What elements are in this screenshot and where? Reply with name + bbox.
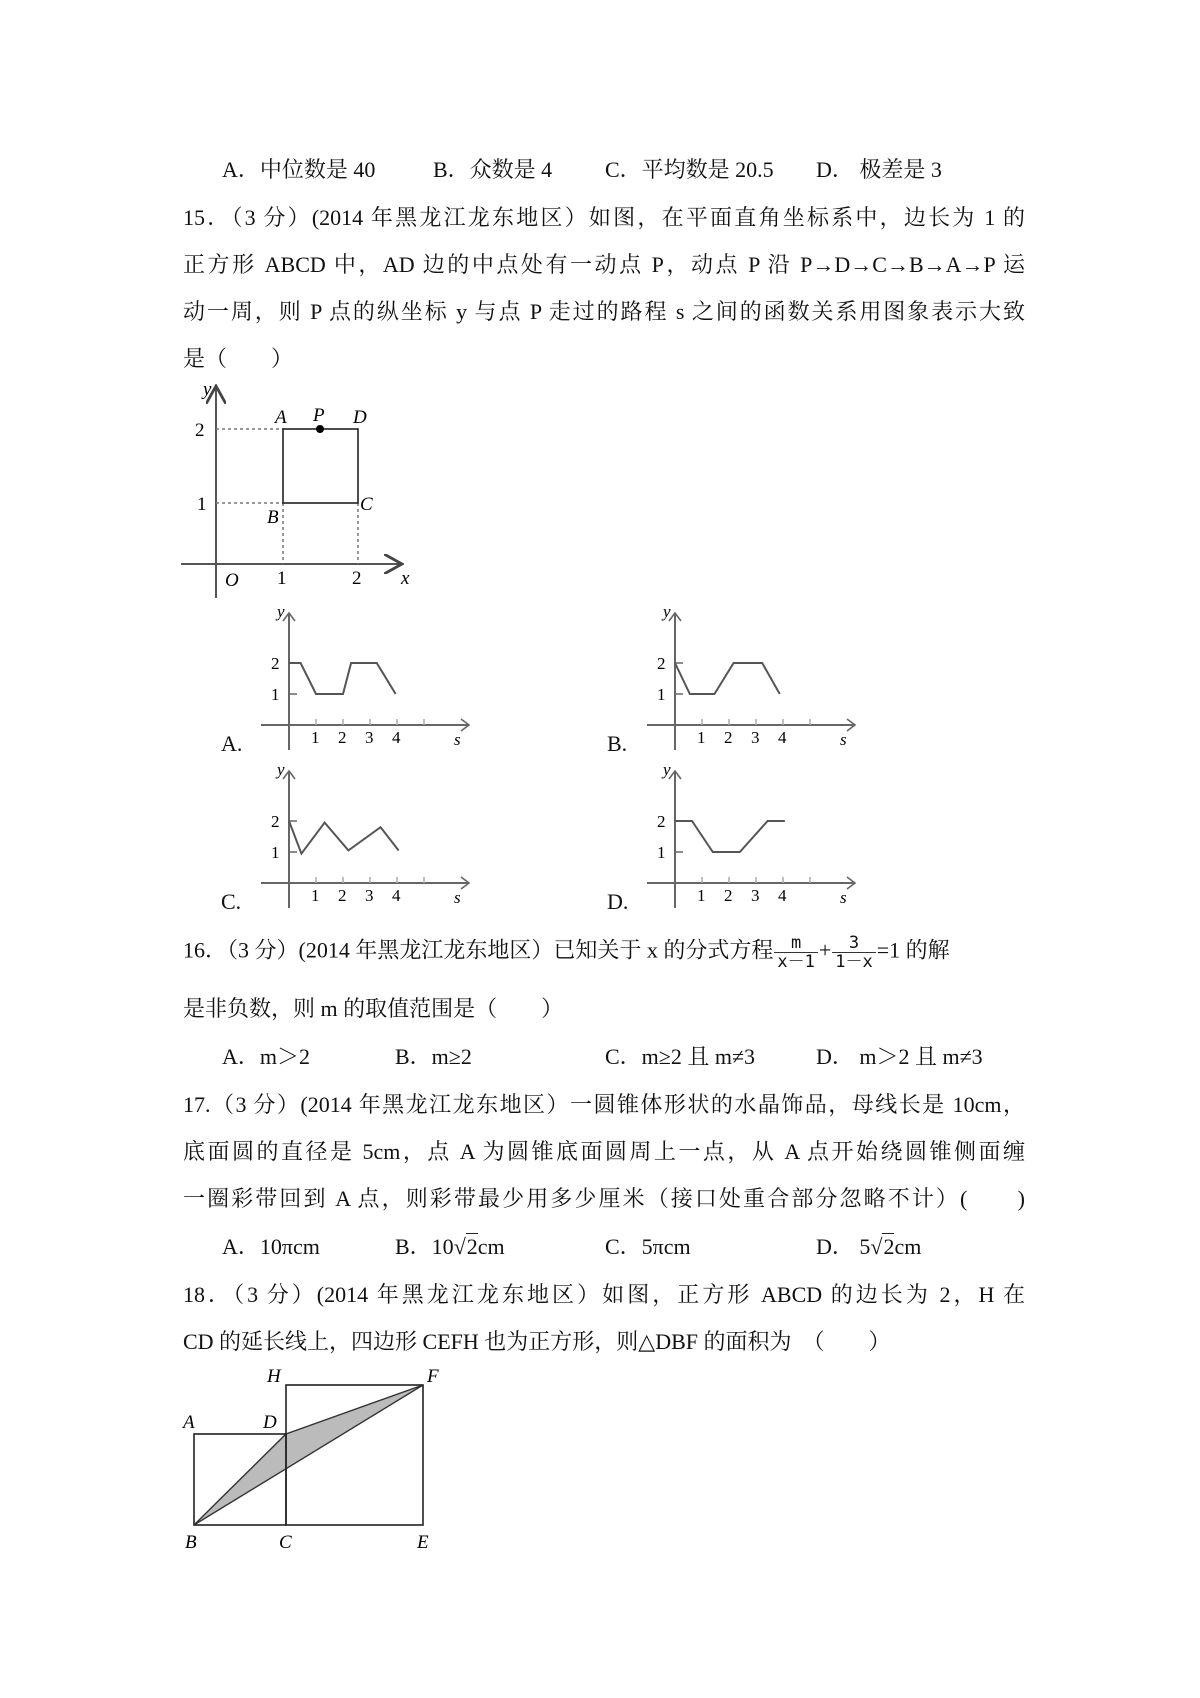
x-tick-label: 3	[751, 728, 760, 747]
y-tick-label: 1	[657, 843, 666, 862]
q14-option-c: C．平均数是 20.5	[605, 157, 774, 182]
label-o: O	[225, 570, 239, 591]
y-axis-label: y	[663, 763, 671, 779]
x-tick-label: 2	[724, 728, 733, 747]
s-axis-label: s	[840, 730, 847, 749]
plus-sign: +	[818, 937, 832, 963]
point-p	[316, 425, 324, 433]
q17-option-b	[395, 1233, 505, 1261]
x-tick-label: 2	[724, 886, 733, 905]
tick-y-1: 1	[197, 494, 207, 515]
q16-option-a: A．m＞2	[222, 1044, 311, 1069]
y-tick-label: 2	[271, 812, 280, 831]
q14-option-d: D． 极差是 3	[816, 157, 942, 182]
q15-line-4: 是（ ）	[183, 346, 294, 371]
frac1-denominator: x－1	[777, 952, 815, 972]
fraction-3-over-1-minus-x	[832, 934, 875, 971]
q17-line-1: 17.（3 分）(2014 年黑龙江龙东地区）一圆锥体形状的水晶饰品，母线长是 10cm，	[183, 1092, 1025, 1117]
function-curve	[289, 821, 399, 854]
q17-option-a: A．10πcm	[222, 1234, 320, 1259]
s-axis-label: s	[454, 888, 461, 907]
q15-line-3: 动一周，则 P 点的纵坐标 y 与点 P 走过的路程 s 之间的函数关系用图象表示大致	[183, 299, 1025, 324]
function-curve	[675, 821, 785, 852]
s-axis-label: s	[840, 888, 847, 907]
q16-line-1-text: 16．（3 分）(2014 年黑龙江龙东地区）已知关于 x 的分式方程	[183, 937, 774, 963]
guide-lines	[216, 429, 358, 564]
x-tick-label: 1	[311, 886, 320, 905]
q17-option-d-prefix: D． 5	[816, 1234, 871, 1259]
label-e: E	[417, 1532, 429, 1553]
q14-option-a: A．中位数是 40	[222, 157, 376, 182]
label-c: C	[360, 494, 373, 515]
square-abcd	[283, 429, 358, 503]
label-a: A	[183, 1412, 195, 1433]
x-tick-label: 3	[365, 728, 374, 747]
tick-x-1: 1	[277, 568, 287, 589]
y-tick-label: 2	[271, 654, 280, 673]
function-curve	[675, 663, 780, 694]
label-h: H	[267, 1366, 281, 1387]
label-b: B	[267, 507, 279, 528]
q16-line-2: 是非负数，则 m 的取值范围是（ ）	[183, 996, 564, 1021]
triangle-dbf	[194, 1385, 423, 1525]
q17-option-b-unit: cm	[477, 1234, 505, 1259]
q15-option-c-letter: C.	[221, 889, 242, 914]
q15-square-figure	[175, 380, 435, 605]
label-y: y	[203, 380, 212, 400]
q18-line-1: 18．（3 分）(2014 年黑龙江龙东地区）如图，正方形 ABCD 的边长为 2，H 在	[183, 1282, 1025, 1307]
tick-y-2: 2	[195, 420, 205, 441]
x-tick-label: 1	[697, 728, 706, 747]
q15-line-1: 15．（3 分）(2014 年黑龙江龙东地区）如图，在平面直角坐标系中，边长为 1 的	[183, 205, 1025, 230]
q14-option-b: B．众数是 4	[433, 157, 553, 182]
frac2-denominator: 1－x	[835, 952, 873, 972]
x-tick-label: 4	[392, 886, 401, 905]
function-curve	[289, 663, 396, 694]
q18-line-2: CD 的延长线上，四边形 CEFH 也为正方形，则△DBF 的面积为 （ ）	[183, 1329, 891, 1354]
q15-option-d-graph	[647, 763, 887, 923]
tick-x-2: 2	[352, 568, 362, 589]
y-tick-label: 1	[271, 685, 280, 704]
x-tick-label: 4	[778, 886, 787, 905]
q15-option-d-letter: D.	[607, 889, 629, 914]
y-tick-label: 1	[271, 843, 280, 862]
y-tick-label: 1	[657, 685, 666, 704]
label-f: F	[427, 1366, 439, 1387]
y-axis-label: y	[277, 763, 285, 779]
label-d: D	[263, 1412, 277, 1433]
label-c: C	[279, 1532, 292, 1553]
radicand: 2	[883, 1234, 895, 1259]
y-tick-label: 2	[657, 812, 666, 831]
x-tick-label: 2	[338, 886, 347, 905]
y-tick-label: 2	[657, 654, 666, 673]
label-d: D	[353, 407, 367, 428]
y-axis-label: y	[663, 605, 671, 621]
y-axis-label: y	[277, 605, 285, 621]
x-tick-label: 4	[392, 728, 401, 747]
fraction-m-over-x-minus-1	[774, 934, 817, 971]
q17-option-d-unit: cm	[894, 1234, 922, 1259]
q15-line-2: 正方形 ABCD 中，AD 边的中点处有一动点 P，动点 P 沿 P→D→C→B→A→P 运	[183, 252, 1025, 277]
x-tick-label: 1	[697, 886, 706, 905]
q16-option-c: C．m≥2 且 m≠3	[605, 1044, 756, 1069]
q15-option-a-letter: A.	[221, 731, 243, 756]
q15-option-c-graph	[261, 763, 501, 923]
x-tick-label: 2	[338, 728, 347, 747]
q15-option-b-graph	[647, 605, 887, 765]
sqrt-symbol: √2	[453, 1234, 478, 1259]
frac1-numerator: m	[774, 934, 817, 953]
q18-squares-figure	[175, 1365, 455, 1555]
label-a: A	[275, 407, 287, 428]
frac2-numerator: 3	[832, 934, 875, 953]
q15-option-a-graph	[261, 605, 501, 765]
q16-line-1-suffix: =1 的解	[876, 937, 950, 963]
x-tick-label: 3	[365, 886, 374, 905]
q16-option-b: B．m≥2	[395, 1044, 472, 1069]
q16-option-d: D． m＞2 且 m≠3	[816, 1044, 983, 1069]
radicand: 2	[466, 1234, 478, 1259]
q17-option-c: C．5πcm	[605, 1234, 691, 1259]
label-x: x	[401, 568, 410, 589]
x-tick-label: 4	[778, 728, 787, 747]
label-p: P	[313, 405, 325, 426]
q17-line-3: 一圈彩带回到 A 点，则彩带最少用多少厘米（接口处重合部分忽略不计）( )	[183, 1186, 1025, 1211]
q17-option-d	[816, 1233, 921, 1261]
q17-option-b-prefix: B．10	[395, 1234, 454, 1259]
x-tick-label: 3	[751, 886, 760, 905]
sqrt-symbol: √2	[870, 1234, 895, 1259]
s-axis-label: s	[454, 730, 461, 749]
x-tick-label: 1	[311, 728, 320, 747]
q15-option-b-letter: B.	[607, 731, 628, 756]
label-b: B	[185, 1532, 197, 1553]
q17-line-2: 底面圆的直径是 5cm，点 A 为圆锥底面圆周上一点，从 A 点开始绕圆锥侧面缠	[183, 1139, 1025, 1164]
q16-line-1	[183, 934, 950, 971]
